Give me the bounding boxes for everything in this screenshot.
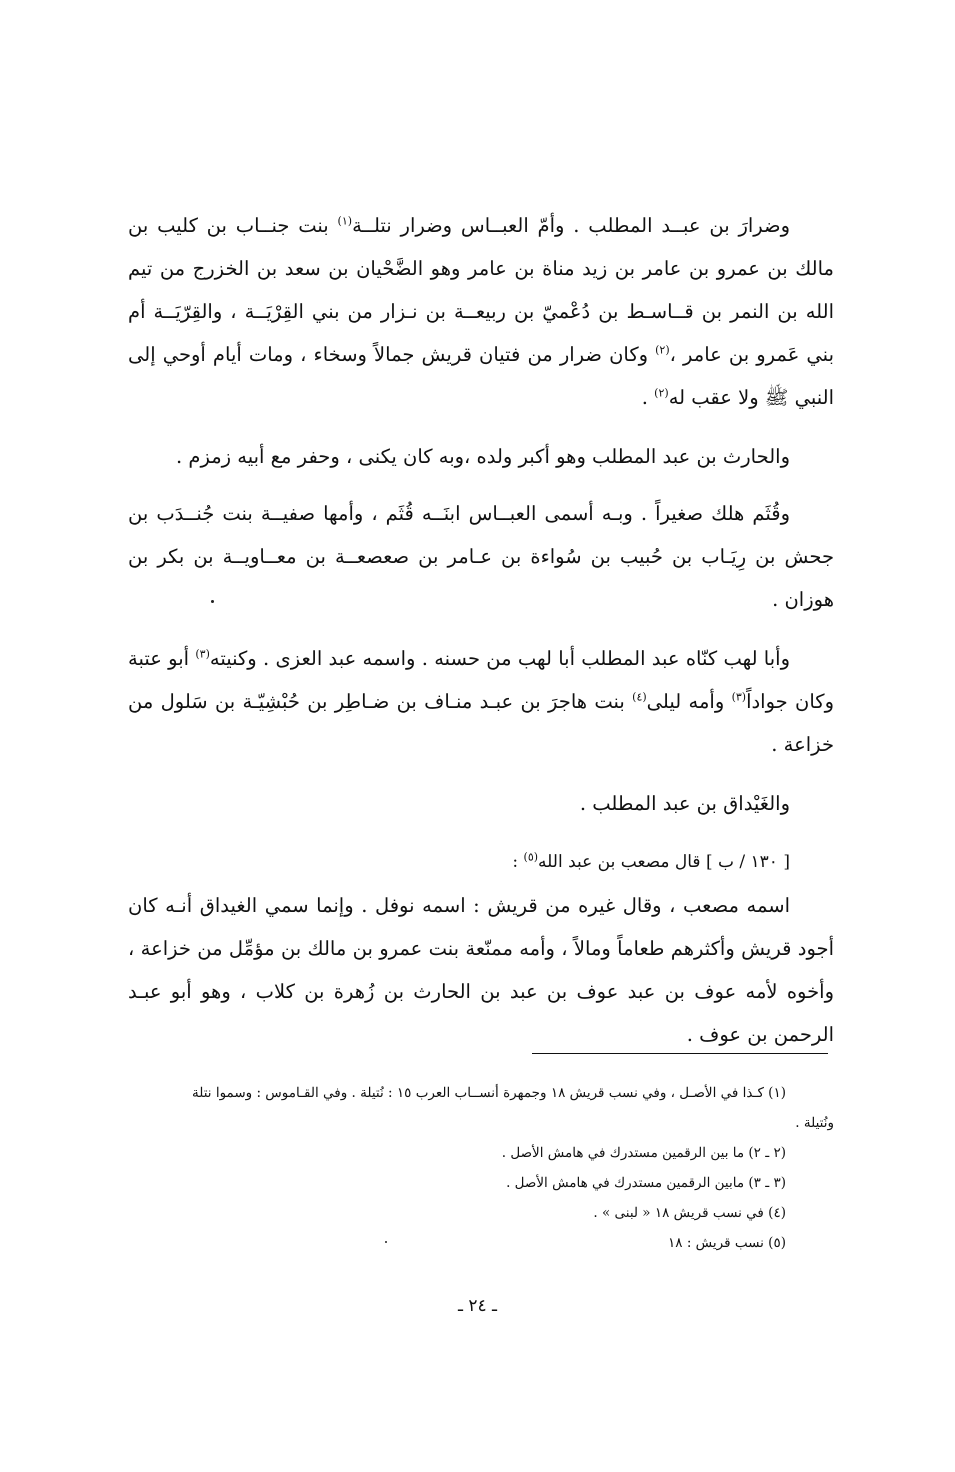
footnote-ref: (٣) <box>731 690 747 704</box>
text-ending: . <box>641 386 648 409</box>
footnote-text: (١) كـذا في الأصـل ، وفي نسب قريش ١٨ وجمهرة أنســاب العرب ١٥ : نُتيلة . وفي القـاموس : وسموا نتلة <box>191 1085 786 1101</box>
paragraph-abu-lahab <box>128 637 834 766</box>
text-segment: وضرارَ بن عبــد المطلب . وأمّ العبــاس وضرار نتلــة <box>352 214 791 237</box>
footnote-ref: (٥) <box>523 850 539 864</box>
paragraph-dirar <box>128 204 834 419</box>
text-segment: [ ١٣٠ / ب ] قال مصعب بن عبد الله <box>538 852 790 872</box>
text-segment: بنت هاجرَ بن عبـد منـاف بن ضـاطِر بن حُبْشِيّـة بن سَلول من خزاعة . <box>128 690 834 756</box>
text-segment: والغَيْداق بن عبد المطلب . <box>579 792 790 815</box>
footnote-divider <box>532 1053 828 1054</box>
print-speck <box>211 600 214 603</box>
footnote-1 <box>128 1078 834 1138</box>
paragraph-qutham <box>128 492 834 621</box>
text-segment: أبو عتبة وكان جواداً <box>128 647 834 713</box>
text-segment: وقُثَم هلك صغيراً . وبـه أسمى العبــاس ابنَــه قُثَم ، وأمها صفيــة بنت جُنــدَب بن جحش بن رِيَـاب بن حُبيب بن سُواءة بن عـامر بن صعصعــة بن معــاويــة بن بكر بن هوزان . <box>128 502 834 611</box>
footnote-4: (٤) في نسب قريش ١٨ « لبنى » . <box>593 1205 786 1221</box>
paragraph-musab <box>128 884 834 1056</box>
footnote-ref: (٢) <box>654 386 669 400</box>
paragraph-ghaydaq <box>128 782 834 825</box>
text-segment: بنت جنــاب بن كليب بن مالك بن عمرو بن عامر بن زيد مناة بن عامر وهو الضَّحْيان بن سعد بن الخزرج من تيم الله بن النمر بن قــاسـط بن دُعْميّ بن ربيعــة بن نـزار من بني القِرْيَــة ، والقِرّيَــة أم بني عَمرو بن عامر ، <box>128 214 834 366</box>
text-segment: وأمه ليلى <box>646 690 725 713</box>
footnote-ref: (٢) <box>655 343 670 357</box>
paragraph-harith <box>128 435 834 478</box>
source-citation-heading <box>128 841 834 884</box>
text-segment: والحارث بن عبد المطلب وهو أكبر ولده ،وبه كان يكنى ، وحفر مع أبيه زمزم . <box>175 445 790 468</box>
text-ending: : <box>512 852 519 872</box>
footnote-ref: (٣) <box>195 647 210 661</box>
footnote-ref: (٤) <box>632 690 647 704</box>
footnote-continuation: ونُتيلة . <box>795 1115 834 1131</box>
text-segment: وكان ضرار من فتيان قريش جمالاً وسخاء ، ومات أيام أوحي إلى النبي ﷺ ولا عقب له <box>128 343 834 409</box>
footnote-5: (٥) نسب قريش : ١٨ <box>668 1235 786 1251</box>
text-segment: اسمه مصعب ، وقال غيره من قريش : اسمه نوفل . وإنما سمي الغيداق أنـه كان أجود قريش وأكثرهم طعاماً ومالاً ، وأمه ممنّعة بنت عمرو بن مالك بن مؤمِّل من خزاعة ، وأخوه لأمه عوف بن عبد عوف بن عبد بن الحارث بن زُهرة بن كلاب ، وهو أبو عبـد الرحمن بن عوف . <box>128 894 834 1046</box>
footnote-ref: (١) <box>337 214 353 228</box>
text-segment: وأبا لهب كنّاه عبد المطلب أبا لهب من حسنه . واسمه عبد العزى . وكنيته <box>209 647 791 670</box>
main-text <box>128 204 834 1056</box>
page-number: ـ ٢٤ ـ <box>457 1296 498 1316</box>
footnote-2: (٢ ـ ٢) ما بين الرقمين مستدرك في هامش الأصل . <box>501 1145 786 1161</box>
footnote-3: (٣ ـ ٣) مابين الرقمين مستدرك في هامش الأصل . <box>506 1175 786 1191</box>
footnotes <box>128 1078 834 1258</box>
